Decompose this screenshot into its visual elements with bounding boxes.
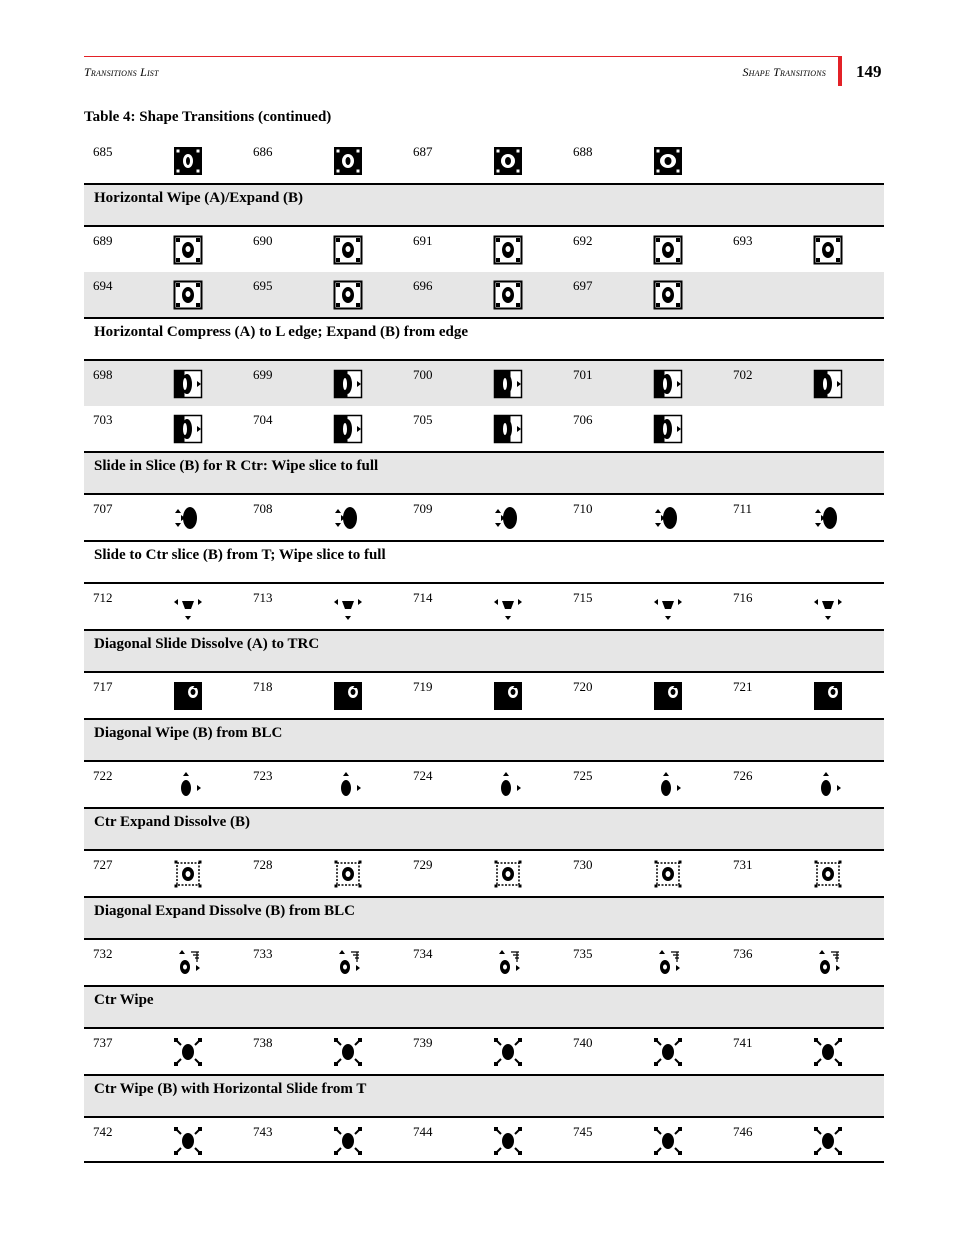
transition-shape-icon — [493, 592, 523, 622]
section-title: Horizontal Wipe (A)/Expand (B) — [94, 190, 304, 206]
transition-shape-icon — [333, 369, 363, 399]
transition-shape-icon — [333, 681, 363, 711]
transition-cell — [244, 227, 404, 272]
transition-shape-icon — [653, 369, 683, 399]
transition-number: 726 — [733, 768, 753, 783]
header-rule — [84, 56, 838, 57]
header-accent-bar — [838, 56, 842, 86]
table-title: Table 4: Shape Transitions (continued) — [84, 109, 332, 125]
transition-shape-icon — [653, 1037, 683, 1067]
transition-cell — [564, 1029, 724, 1074]
transition-cell — [564, 851, 724, 896]
transition-number: 713 — [253, 590, 273, 605]
transition-shape-icon — [333, 770, 363, 800]
transition-number: 685 — [93, 144, 113, 159]
transition-shape-icon — [653, 592, 683, 622]
transition-cell — [724, 940, 884, 985]
transition-shape-icon — [173, 948, 203, 978]
transition-number: 729 — [413, 857, 433, 872]
table-row — [84, 227, 884, 272]
transition-number: 736 — [733, 946, 753, 961]
transition-number: 693 — [733, 233, 753, 248]
transition-number: 714 — [413, 590, 433, 605]
transition-number: 725 — [573, 768, 593, 783]
transition-number: 698 — [93, 367, 113, 382]
transition-cell — [404, 762, 564, 807]
section-title: Ctr Expand Dissolve (B) — [94, 814, 250, 830]
table-row — [84, 138, 884, 183]
transition-cell — [404, 138, 564, 183]
transition-number: 730 — [573, 857, 593, 872]
transition-shape-icon — [173, 503, 203, 533]
transition-cell — [84, 584, 244, 629]
transition-shape-icon — [813, 1037, 843, 1067]
transition-number: 692 — [573, 233, 593, 248]
transition-cell — [564, 361, 724, 406]
transition-number: 705 — [413, 412, 433, 427]
transition-cell — [84, 138, 244, 183]
transition-cell — [404, 584, 564, 629]
section-title: Slide to Ctr slice (B) from T; Wipe slice to full — [94, 547, 386, 563]
transition-cell — [84, 272, 244, 317]
table-row — [84, 940, 884, 985]
transition-shape-icon — [813, 592, 843, 622]
transition-cell — [404, 673, 564, 718]
transition-number: 718 — [253, 679, 273, 694]
transition-shape-icon — [173, 146, 203, 176]
transition-cell — [564, 227, 724, 272]
transition-cell — [724, 1118, 884, 1163]
transition-cell — [244, 495, 404, 540]
transition-number: 744 — [413, 1124, 433, 1139]
transition-shape-icon — [653, 146, 683, 176]
transition-shape-icon — [333, 280, 363, 310]
transition-shape-icon — [813, 681, 843, 711]
transition-cell — [404, 940, 564, 985]
transition-cell — [724, 1029, 884, 1074]
transition-shape-icon — [333, 592, 363, 622]
transition-shape-icon — [493, 1126, 523, 1156]
transition-shape-icon — [493, 414, 523, 444]
transition-cell — [84, 227, 244, 272]
transition-shape-icon — [493, 1037, 523, 1067]
transition-shape-icon — [653, 948, 683, 978]
section-header-row — [84, 718, 884, 762]
transition-cell — [404, 495, 564, 540]
section-title: Ctr Wipe (B) with Horizontal Slide from T — [94, 1081, 367, 1097]
transition-number: 690 — [253, 233, 273, 248]
transition-cell — [84, 361, 244, 406]
transition-cell — [84, 940, 244, 985]
transition-cell — [724, 584, 884, 629]
table-row — [84, 584, 884, 629]
transition-shape-icon — [493, 146, 523, 176]
transition-shape-icon — [173, 770, 203, 800]
transition-number: 687 — [413, 144, 433, 159]
transition-shape-icon — [813, 859, 843, 889]
transition-cell — [724, 495, 884, 540]
transition-number: 716 — [733, 590, 753, 605]
section-title: Horizontal Compress (A) to L edge; Expand (B) from edge — [94, 324, 469, 340]
transition-cell — [564, 272, 724, 317]
transition-number: 709 — [413, 501, 433, 516]
transition-shape-icon — [333, 1037, 363, 1067]
shape-transitions-table — [84, 138, 884, 1163]
transition-cell — [84, 406, 244, 451]
transition-shape-icon — [173, 592, 203, 622]
transition-number: 711 — [733, 501, 753, 516]
section-title: Ctr Wipe — [94, 992, 154, 1008]
transition-cell — [244, 272, 404, 317]
transition-number: 746 — [733, 1124, 753, 1139]
transition-shape-icon — [173, 369, 203, 399]
transition-shape-icon — [813, 770, 843, 800]
transition-cell — [724, 762, 884, 807]
transition-number: 712 — [93, 590, 113, 605]
transition-cell — [404, 227, 564, 272]
transition-shape-icon — [813, 369, 843, 399]
transition-cell — [564, 673, 724, 718]
transition-number: 697 — [573, 278, 593, 293]
transition-cell — [244, 673, 404, 718]
section-header-row — [84, 896, 884, 940]
transition-number: 689 — [93, 233, 113, 248]
transition-number: 715 — [573, 590, 593, 605]
transition-shape-icon — [493, 681, 523, 711]
section-title: Slide in Slice (B) for R Ctr: Wipe slice to full — [94, 458, 379, 474]
transition-shape-icon — [493, 369, 523, 399]
transition-number: 706 — [573, 412, 593, 427]
transition-cell — [84, 762, 244, 807]
transition-number: 728 — [253, 857, 273, 872]
transition-number: 704 — [253, 412, 273, 427]
transition-cell — [724, 851, 884, 896]
transition-number: 691 — [413, 233, 433, 248]
transition-shape-icon — [493, 948, 523, 978]
transition-cell — [404, 272, 564, 317]
transition-number: 686 — [253, 144, 273, 159]
transition-cell — [564, 495, 724, 540]
transition-shape-icon — [333, 146, 363, 176]
transition-number: 699 — [253, 367, 273, 382]
transition-shape-icon — [173, 280, 203, 310]
transition-shape-icon — [173, 235, 203, 265]
transition-shape-icon — [813, 1126, 843, 1156]
transition-cell — [244, 940, 404, 985]
transition-number: 731 — [733, 857, 753, 872]
section-title: Diagonal Slide Dissolve (A) to TRC — [94, 636, 320, 652]
transition-cell — [404, 851, 564, 896]
transition-number: 695 — [253, 278, 273, 293]
transition-number: 739 — [413, 1035, 433, 1050]
transition-shape-icon — [333, 235, 363, 265]
transition-cell — [244, 584, 404, 629]
transition-number: 721 — [733, 679, 753, 694]
transition-number: 737 — [93, 1035, 113, 1050]
transition-cell — [724, 673, 884, 718]
transition-number: 722 — [93, 768, 113, 783]
transition-cell — [404, 1029, 564, 1074]
transition-shape-icon — [333, 414, 363, 444]
transition-number: 723 — [253, 768, 273, 783]
transition-cell — [724, 227, 884, 272]
transition-shape-icon — [173, 1126, 203, 1156]
transition-cell — [244, 762, 404, 807]
running-header-left: Transitions List — [84, 65, 159, 79]
transition-number: 745 — [573, 1124, 593, 1139]
transition-shape-icon — [493, 280, 523, 310]
transition-cell — [244, 138, 404, 183]
transition-number: 738 — [253, 1035, 273, 1050]
section-header-row — [84, 807, 884, 851]
transition-shape-icon — [333, 948, 363, 978]
transition-number: 688 — [573, 144, 593, 159]
transition-number: 735 — [573, 946, 593, 961]
transition-cell — [84, 1029, 244, 1074]
transition-cell — [244, 851, 404, 896]
running-header-right: Shape Transitions — [742, 65, 826, 79]
transition-number: 710 — [573, 501, 593, 516]
section-header-row — [84, 183, 884, 227]
table-row — [84, 673, 884, 718]
transition-shape-icon — [653, 235, 683, 265]
transition-shape-icon — [333, 859, 363, 889]
transition-cell — [84, 673, 244, 718]
section-title: Diagonal Expand Dissolve (B) from BLC — [94, 903, 356, 919]
section-header-row — [84, 629, 884, 673]
transition-cell — [564, 762, 724, 807]
transition-number: 701 — [573, 367, 593, 382]
transition-number: 727 — [93, 857, 113, 872]
transition-cell — [84, 1118, 244, 1163]
transition-number: 708 — [253, 501, 273, 516]
transition-shape-icon — [813, 948, 843, 978]
transition-cell — [564, 1118, 724, 1163]
transition-shape-icon — [173, 681, 203, 711]
transition-shape-icon — [333, 503, 363, 533]
transition-shape-icon — [493, 859, 523, 889]
transition-shape-icon — [173, 1037, 203, 1067]
transition-cell — [564, 406, 724, 451]
transition-number: 703 — [93, 412, 113, 427]
transition-shape-icon — [173, 414, 203, 444]
section-header-row — [84, 317, 884, 361]
transition-cell — [724, 361, 884, 406]
table-row — [84, 361, 884, 406]
transition-cell — [404, 406, 564, 451]
transition-cell — [244, 406, 404, 451]
transition-number: 732 — [93, 946, 113, 961]
transition-shape-icon — [493, 235, 523, 265]
transition-shape-icon — [813, 503, 843, 533]
transition-shape-icon — [653, 414, 683, 444]
transition-cell — [404, 361, 564, 406]
transition-cell — [244, 1029, 404, 1074]
transition-cell — [244, 361, 404, 406]
transition-number: 742 — [93, 1124, 113, 1139]
transition-cell — [404, 1118, 564, 1163]
transition-shape-icon — [653, 503, 683, 533]
transition-shape-icon — [653, 770, 683, 800]
transition-number: 707 — [93, 501, 113, 516]
page-number: 149 — [856, 62, 882, 81]
transition-number: 720 — [573, 679, 593, 694]
table-row — [84, 1118, 884, 1163]
section-header-row — [84, 985, 884, 1029]
transition-number: 700 — [413, 367, 433, 382]
table-row — [84, 762, 884, 807]
transition-shape-icon — [653, 681, 683, 711]
transition-cell — [84, 495, 244, 540]
transition-shape-icon — [333, 1126, 363, 1156]
section-header-row — [84, 451, 884, 495]
transition-number: 741 — [733, 1035, 753, 1050]
table-row — [84, 851, 884, 896]
transition-shape-icon — [813, 235, 843, 265]
transition-number: 719 — [413, 679, 433, 694]
transition-cell — [564, 138, 724, 183]
transition-number: 696 — [413, 278, 433, 293]
transition-shape-icon — [493, 503, 523, 533]
transition-number: 734 — [413, 946, 433, 961]
table-row — [84, 406, 884, 451]
transition-cell — [564, 584, 724, 629]
transition-number: 702 — [733, 367, 753, 382]
section-header-row — [84, 1074, 884, 1118]
transition-number: 740 — [573, 1035, 593, 1050]
transition-number: 724 — [413, 768, 433, 783]
transition-shape-icon — [173, 859, 203, 889]
transition-cell — [84, 851, 244, 896]
section-title: Diagonal Wipe (B) from BLC — [94, 725, 283, 741]
table-row — [84, 495, 884, 540]
transition-number: 717 — [93, 679, 113, 694]
transition-shape-icon — [493, 770, 523, 800]
section-header-row — [84, 540, 884, 584]
transition-number: 694 — [93, 278, 113, 293]
table-row — [84, 1029, 884, 1074]
transition-number: 743 — [253, 1124, 273, 1139]
transition-shape-icon — [653, 1126, 683, 1156]
transition-shape-icon — [653, 859, 683, 889]
table-row — [84, 272, 884, 317]
transition-number: 733 — [253, 946, 273, 961]
transition-cell — [564, 940, 724, 985]
transition-cell — [244, 1118, 404, 1163]
transition-shape-icon — [653, 280, 683, 310]
